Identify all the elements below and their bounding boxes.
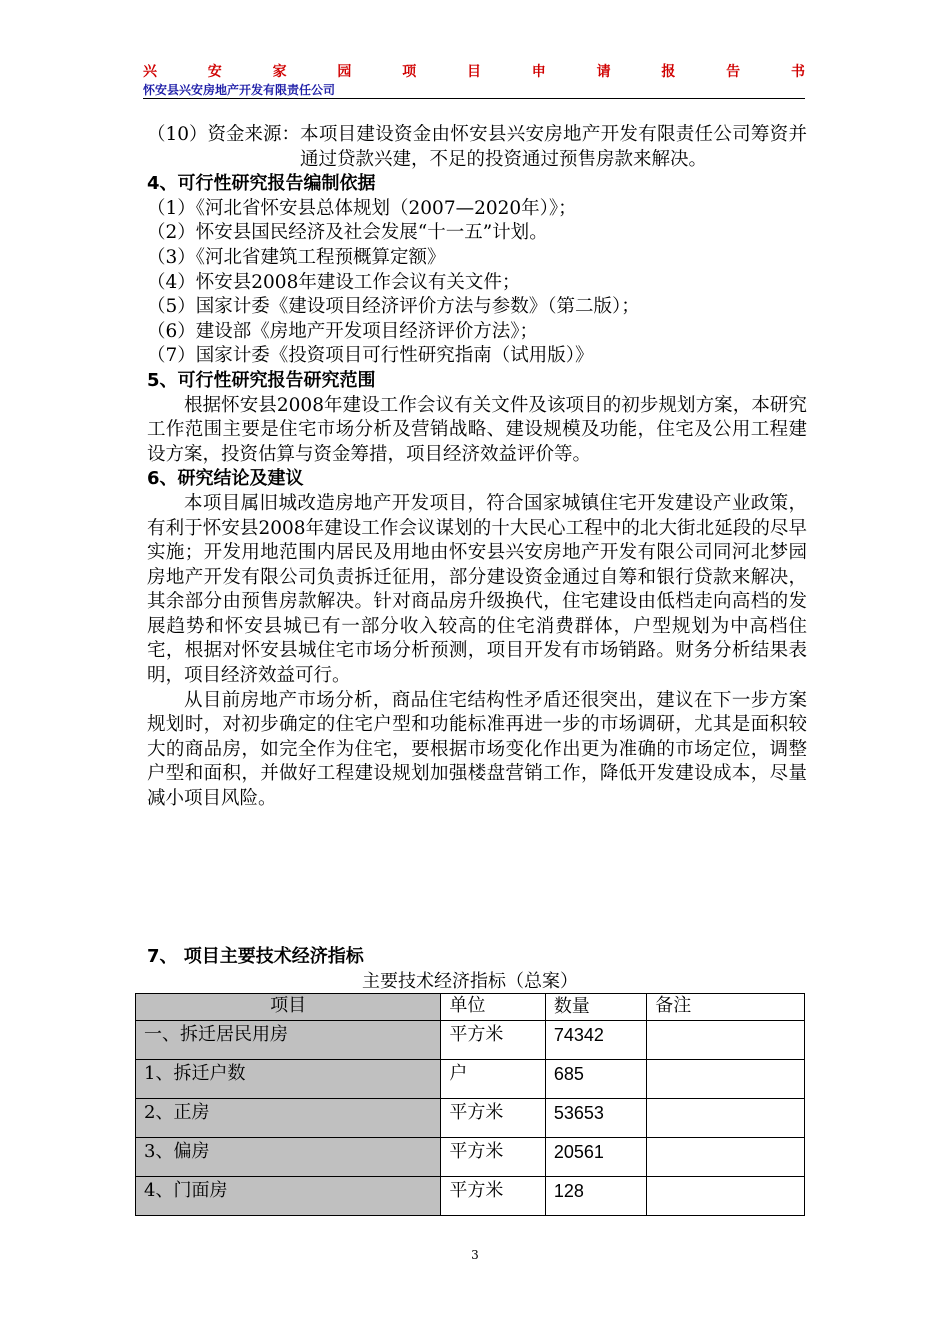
- section7-heading: 7、 项目主要技术经济指标: [147, 946, 364, 967]
- page-header: [143, 62, 805, 98]
- table-row: [136, 1060, 805, 1099]
- header-title-char: 书: [790, 64, 805, 80]
- basis-item: （2）怀安县国民经济及社会发展“十一五”计划。: [147, 222, 548, 244]
- basis-item: （4）怀安县2008年建设工作会议有关文件；: [147, 271, 521, 293]
- column-header: 备注: [647, 994, 805, 1021]
- section4-heading: 4、可行性研究报告编制依据: [147, 173, 376, 195]
- header-divider: [143, 98, 805, 99]
- section5-paragraph: 根据怀安县2008年建设工作会议有关文件及该项目的初步规划方案，本研究工作范围主要是住宅市场分析及营销战略、建设规模及功能，住宅及公用工程建设方案，投资估算与资金筹措，项目经济效益评价等。: [147, 394, 807, 465]
- cell-unit: 平方米: [441, 1138, 545, 1177]
- cell-qty: 20561: [545, 1138, 646, 1177]
- section5-heading: 5、可行性研究报告研究范围: [147, 369, 376, 391]
- section6-heading: 6、研究结论及建议: [147, 468, 304, 490]
- cell-note: [647, 1138, 805, 1177]
- table-row: [136, 1099, 805, 1138]
- cell-item: 1、拆迁户数: [136, 1060, 441, 1099]
- cell-qty: 685: [545, 1060, 646, 1099]
- cell-qty: 74342: [545, 1021, 646, 1060]
- header-title-char: 目: [466, 64, 481, 80]
- basis-item: （1）《河北省怀安县总体规划（2007—2020年）》；: [147, 197, 577, 219]
- cell-item: 4、门面房: [136, 1177, 441, 1216]
- section6-paragraph: 从目前房地产市场分析，商品住宅结构性矛盾还很突出，建议在下一步方案规划时，对初步确定的住宅户型和功能标准再进一步的市场调研，尤其是面积较大的商品房，如完全作为住宅，要根据市场变化作出更为准确的市场定位，调整户型和面积，并做好工程建设规划加强楼盘营销工作，降低开发建设成本，尽量减小项目风险。: [147, 689, 807, 810]
- header-title-char: 兴: [143, 64, 157, 80]
- header-title-char: 安: [207, 64, 222, 80]
- table-header-row: [136, 994, 805, 1021]
- indicators-table: [135, 993, 805, 1216]
- document-body: [147, 123, 807, 812]
- header-company: 怀安县兴安房地产开发有限责任公司: [143, 83, 336, 97]
- section6-paragraph: 本项目属旧城改造房地产开发项目，符合国家城镇住宅开发建设产业政策，有利于怀安县2008年建设工作会议谋划的十大民心工程中的北大街北延段的尽早实施；开发用地范围内居民及用地由怀安县兴安房地产开发有限公司同河北梦园房地产开发有限公司负责拆迁征用，部分建设资金通过自筹和银行贷款来解决，其余部分由预售房款解决。针对商品房升级换代，住宅建设由低档走向高档的发展趋势和怀安县城已有一部分收入较高的住宅消费群体，户型规划为中高档住宅，根据对怀安县城住宅市场分析预测，项目开发有市场销路。财务分析结果表明，项目经济效益可行。: [147, 492, 807, 687]
- cell-item: 一、拆迁居民用房: [136, 1021, 441, 1060]
- cell-note: [647, 1099, 805, 1138]
- cell-note: [647, 1060, 805, 1099]
- basis-item: （5）国家计委《建设项目经济评价方法与参数》（第二版）；: [147, 296, 640, 318]
- cell-unit: 平方米: [441, 1099, 545, 1138]
- basis-item: （7）国家计委《投资项目可行性研究指南（试用版）》: [147, 345, 594, 367]
- header-title-char: 报: [661, 64, 676, 80]
- header-title-char: 园: [337, 64, 352, 80]
- table-row: [136, 1138, 805, 1177]
- cell-unit: 平方米: [441, 1021, 545, 1060]
- column-header: 数量: [545, 994, 646, 1021]
- cell-qty: 128: [545, 1177, 646, 1216]
- funding-source: [147, 123, 807, 172]
- header-title: [143, 62, 805, 82]
- basis-item: （6）建设部《房地产开发项目经济评价方法》；: [147, 320, 539, 342]
- basis-item: （3）《河北省建筑工程预概算定额》: [147, 246, 446, 268]
- cell-unit: 平方米: [441, 1177, 545, 1216]
- table-row: [136, 1021, 805, 1060]
- funding-text: 本项目建设资金由怀安县兴安房地产开发有限责任公司筹资并通过贷款兴建，不足的投资通过预售房款来解决。: [300, 124, 807, 170]
- header-title-char: 请: [596, 64, 611, 80]
- header-title-char: 家: [272, 64, 287, 80]
- cell-item: 3、偏房: [136, 1138, 441, 1177]
- cell-note: [647, 1021, 805, 1060]
- table-row: [136, 1177, 805, 1216]
- table-caption: 主要技术经济指标（总案）: [362, 971, 578, 992]
- cell-qty: 53653: [545, 1099, 646, 1138]
- funding-label: （10）资金来源：: [147, 124, 301, 145]
- header-title-char: 告: [726, 64, 741, 80]
- column-header: 项目: [136, 994, 441, 1021]
- cell-unit: 户: [441, 1060, 545, 1099]
- page-number: 3: [471, 1248, 479, 1262]
- cell-item: 2、正房: [136, 1099, 441, 1138]
- column-header: 单位: [441, 994, 545, 1021]
- header-title-char: 申: [531, 64, 546, 80]
- cell-note: [647, 1177, 805, 1216]
- header-title-char: 项: [402, 64, 417, 80]
